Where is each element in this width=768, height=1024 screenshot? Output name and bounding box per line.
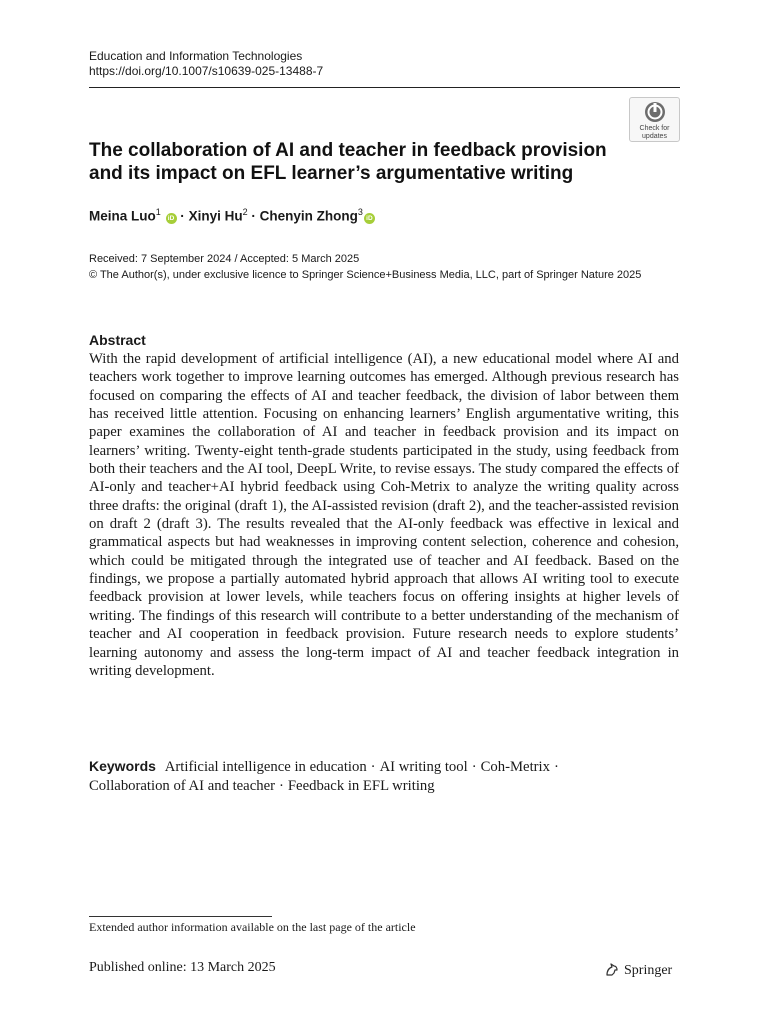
check-for-updates-badge[interactable] — [629, 97, 680, 142]
keyword[interactable]: Artificial intelligence in education — [164, 759, 367, 775]
journal-header — [89, 49, 323, 79]
copyright-notice: © The Author(s), under exclusive licence to Springer Science+Business Media, LLC, part of Springer Nature 2025 — [89, 268, 642, 281]
keywords-section — [89, 757, 684, 795]
author-name[interactable]: Chenyin Zhong — [259, 208, 358, 224]
article-dates — [89, 252, 684, 283]
author-separator: · — [180, 208, 185, 224]
abstract-heading: Abstract — [89, 332, 146, 348]
orcid-icon[interactable]: iD — [364, 213, 375, 224]
header-rule — [89, 87, 680, 88]
keyword-separator: · — [278, 777, 284, 794]
author-list — [89, 207, 375, 224]
published-date: Published online: 13 March 2025 — [89, 960, 276, 975]
journal-name: Education and Information Technologies — [89, 49, 303, 63]
doi-link[interactable]: https://doi.org/10.1007/s10639-025-13488-7 — [89, 64, 324, 78]
keyword[interactable]: Coh-Metrix — [480, 759, 550, 775]
author-affiliation: 2 — [242, 207, 248, 217]
keyword[interactable]: Feedback in EFL writing — [287, 777, 435, 794]
keyword-separator: · — [553, 759, 559, 775]
received-accepted: Received: 7 September 2024 / Accepted: 5 March 2025 — [89, 253, 360, 265]
check-updates-line1: Check for — [639, 125, 670, 132]
abstract-body: With the rapid development of artificial intelligence (AI), a new educational model where AI and teachers work together to improve learning outcomes has emerged. Although previous research has focused on comparing the effects of AI and teacher feedback, the division of labor between them has received little attention. Focusing on enhancing learners’ English argumentative writing, this paper examines the collaboration of AI and teacher in feedback provision and its impact on learners’ writing. Twenty-eight tenth-grade students participated in the study, using feedback from both their teachers and the AI tool, DeepL Write, to revise essays. The study compared the effects of AI-only and teacher+AI hybrid feedback using Coh-Metrix to analyze the writing quality across three drafts: the original (draft 1), the AI-assisted revision (draft 2), and the teacher-assisted revision on draft 2 (draft 3). The results revealed that the AI-only feedback was effective in lexical and grammatical aspects but had weaknesses in improving content selection, coherence and cohesion, which could be mitigated through the integrated use of teacher and AI feedback. Based on the findings, we propose a partially automated hybrid approach that allows AI writing tool to execute feedback provision at lower levels, while teachers focus on offering insights at higher levels of writing. The findings of this research will contribute to a better understanding of the mechanism of teacher and AI cooperation in feedback provision. Future research needs to explore students’ learning autonomy and assess the long-term impact of AI and teacher feedback integration in writing development. — [89, 351, 679, 679]
keyword-separator: · — [471, 759, 477, 775]
author-name[interactable]: Xinyi Hu — [188, 208, 243, 224]
publisher-name: Springer — [624, 963, 673, 978]
check-updates-line2: updates — [642, 132, 667, 140]
keyword-separator: · — [370, 759, 376, 775]
keyword[interactable]: AI writing tool — [379, 759, 468, 775]
check-updates-icon — [644, 101, 666, 123]
publisher-logo — [604, 961, 672, 979]
footnote: Extended author information available on the last page of the article — [89, 920, 416, 934]
author-name[interactable]: Meina Luo — [89, 208, 156, 224]
springer-horse-icon — [604, 961, 620, 977]
keyword[interactable]: Collaboration of AI and teacher — [89, 777, 275, 794]
author-separator: · — [251, 208, 256, 224]
article-title: The collaboration of AI and teacher in feedback provision and its impact on EFL learner’s argumentative writing — [89, 140, 607, 184]
orcid-icon[interactable]: iD — [166, 213, 177, 224]
author-affiliation: 1 — [155, 207, 161, 217]
footnote-rule — [89, 916, 272, 917]
author-affiliation: 3 — [357, 207, 363, 217]
keywords-label: Keywords — [89, 758, 156, 774]
